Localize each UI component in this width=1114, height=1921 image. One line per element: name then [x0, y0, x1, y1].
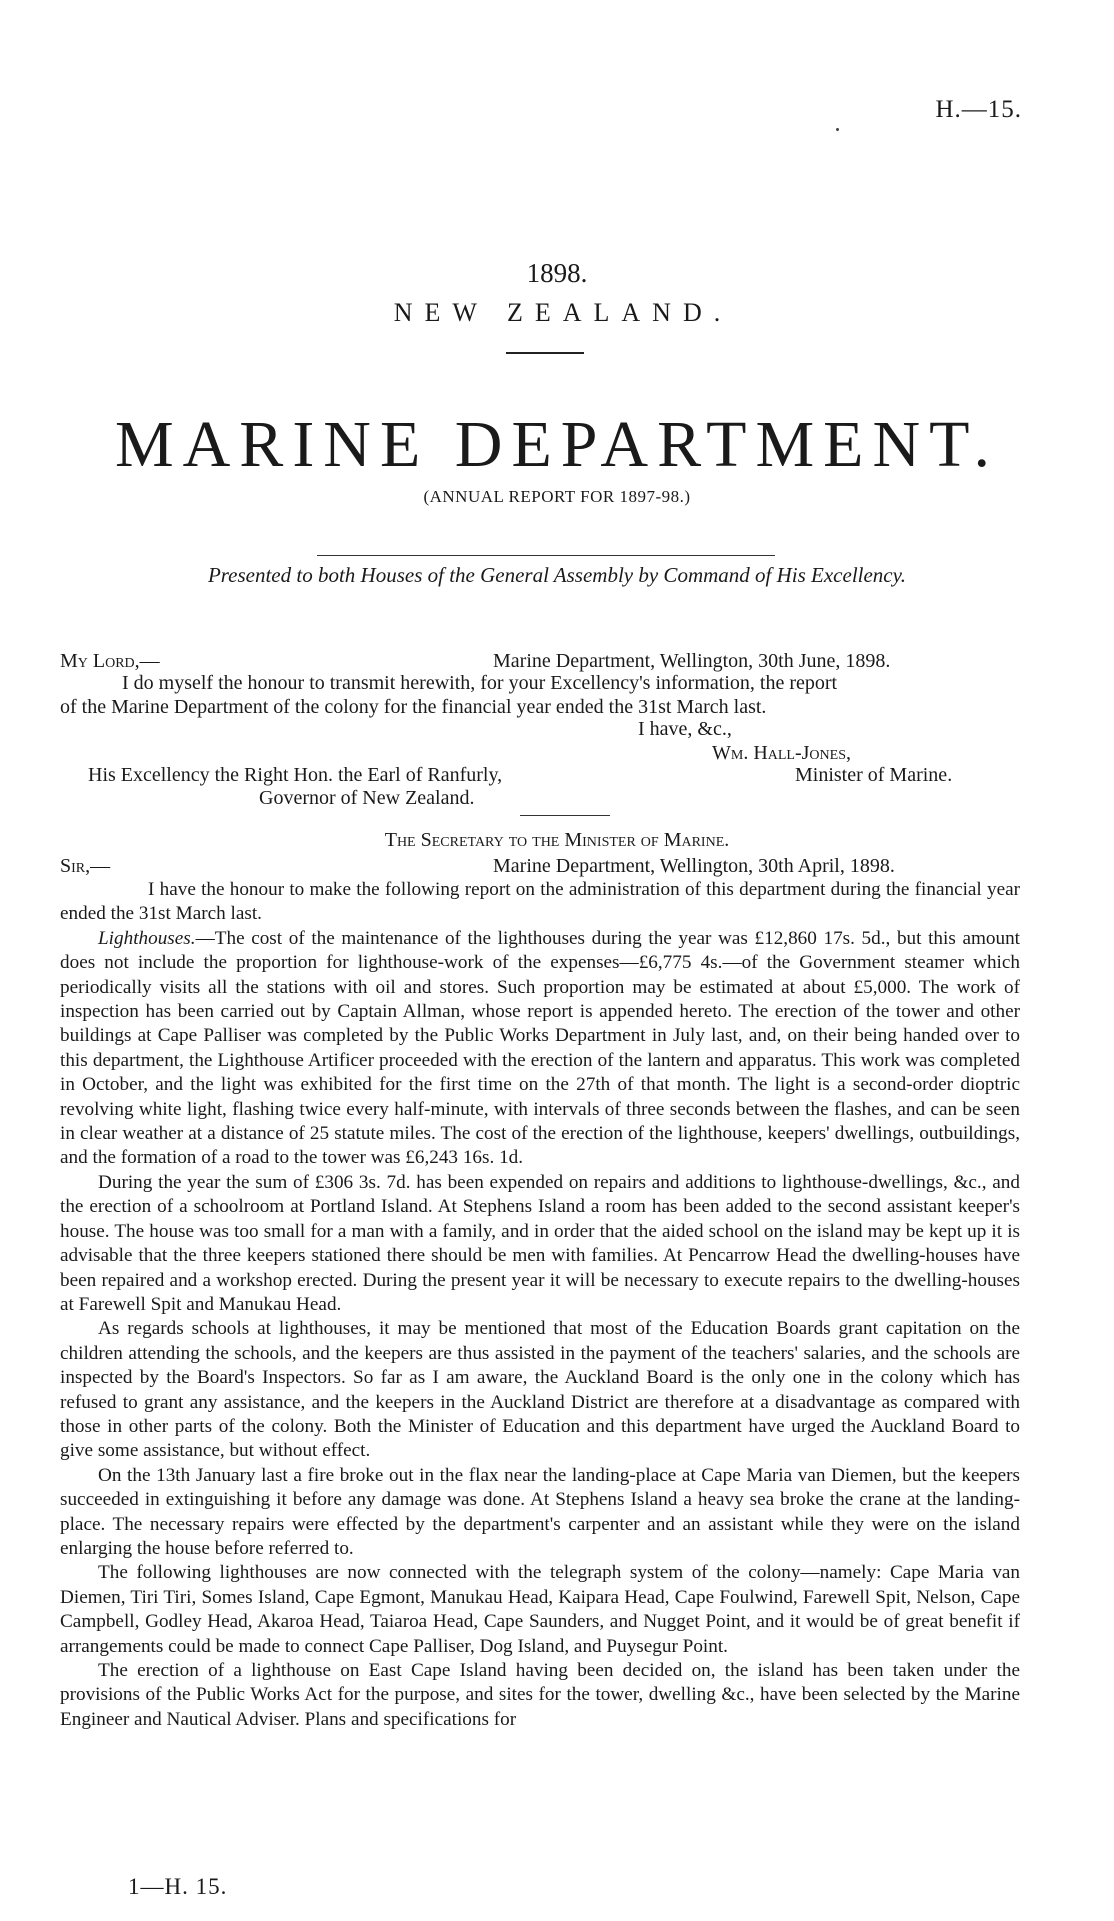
letter2-salutation [60, 854, 110, 878]
lighthouses-text: —The cost of the maintenance of the lighthouses during the year was £12,860 17s. 5d., but this amount does not include the proportion for lighthouse-work of the expenses—£6,775 4s.—of the Government steamer which periodically visits all the stations with oil and stores. Such proportion may be estimated at about £5,000. The work of inspection has been carried out by Captain Allman, whose report is appended hereto. The erection of the tower and other buildings at Cape Palliser was completed by the Public Works Department in July last, and, on their being handed over to this department, the Lighthouse Artificer proceeded with the erection of the lantern and apparatus. This work was completed in October, and the light was exhibited for the first time on the 27th of that month. The light is a second-order dioptric revolving white light, flashing twice every half-minute, with intervals of three seconds between the flashes, and can be seen in clear weather at a distance of 25 statute miles. The cost of the erection of the lighthouse, keepers' dwellings, outbuildings, and the formation of a road to the tower was £6,243 16s. 1d. [60, 927, 1020, 1169]
letter1-recipient-line1: His Excellency the Right Hon. the Earl of Ranfurly, [88, 764, 503, 786]
report-subtitle: (ANNUAL REPORT FOR 1897-98.) [423, 487, 691, 506]
paragraph-east-cape: The erection of a lighthouse on East Cape Island having been decided on, the island has been taken under the provisions of the Public Works Act for the purpose, and sites for the tower, dwelling &c., have been selected by the Marine Engineer and Nautical Adviser. Plans and specifications for [60, 1660, 1020, 1730]
letter1-place-date: Marine Department, Wellington, 30th June, 1898. [493, 650, 891, 672]
page-signature-mark: 1—H. 15. [128, 1874, 228, 1899]
letter1-closing: I have, &c., [638, 718, 732, 740]
letter1-salutation [60, 649, 160, 673]
title-divider [506, 352, 584, 354]
lighthouses-label: Lighthouses. [98, 927, 196, 949]
paragraph-schools: As regards schools at lighthouses, it may be mentioned that most of the Education Boards grant capitation on the children attending the schools, and the keepers are thus assisted in the payment of the teachers' salaries, and the schools are inspected by the Board's Inspectors. So far as I am aware, the Auckland Board is the only one in the colony which has refused to grant any assistance, and the keepers in the Auckland District are therefore at a disadvantage as compared with those in other parts of the colony. Both the Minister of Education and this department have urged the Auckland Board to give some assistance, but without effect. [60, 1318, 1020, 1462]
intro-line1: I have the honour to make the following report on the administration of this department [148, 879, 826, 900]
page-title: MARINE DEPARTMENT. [114, 408, 1000, 481]
letter2-place-date: Marine Department, Wellington, 30th April, 1898. [493, 855, 895, 877]
letter1-signature [712, 741, 851, 765]
letter2-salutation-text: Sir,— [60, 855, 111, 877]
presented-rule [317, 555, 775, 556]
paragraph-fire: On the 13th January last a fire broke out in the flax near the landing-place at Cape Maria van Diemen, but the keepers succeeded in extinguishing it before any damage was done. At Stephens Island a heavy sea broke the crane at the landing-place. The necessary repairs were effected by the department's carpenter and an assistant while they were on the island enlarging the house before referred to. [60, 1464, 1020, 1559]
document-year: 1898. [526, 258, 588, 288]
country-heading: NEW ZEALAND. [393, 298, 733, 327]
letter1-body-line1: I do myself the honour to transmit herewith, for your Excellency's information, the report [122, 672, 838, 694]
paragraph-telegraph: The following lighthouses are now connected with the telegraph system of the colony—namely: Cape Maria van Diemen, Tiri Tiri, Somes Island, Cape Egmont, Manukau Head, Kaipara Head, Cape Foulwind, Farewell Spit, Nelson, Cape Campbell, Godley Head, Akaroa Head, Taiaroa Head, Cape Saunders, and Nugget Point, and it would be of great benefit if arrangements could be made to connect Cape Palliser, Dog Island, and Puysegur Point. [60, 1562, 1020, 1657]
letter2-heading [0, 828, 1114, 852]
print-speck [836, 128, 839, 131]
paragraph-repairs: During the year the sum of £306 3s. 7d. has been expended on repairs and additions to lighthouse-dwellings, &c., and the erection of a schoolroom at Portland Island. At Stephens Island a room has been added to the second assistant keeper's house. The house was too small for a man with a family, and in order that the aided school on the island may be kept up it is advisable that the three keepers stationed there should be men with families. At Pencarrow Head the dwelling-houses have been repaired and a workshop erected. During the present year it will be necessary to execute repairs to the dwelling-houses at Farewell Spit and Manukau Head. [60, 1171, 1020, 1315]
report-body [60, 878, 1020, 1732]
presented-line: Presented to both Houses of the General Assembly by Command of His Excellency. [207, 563, 907, 587]
letter-divider [520, 815, 610, 816]
paragraph-lighthouses [60, 927, 1020, 1171]
letter2-heading-text: The Secretary to the Minister of Marine. [384, 829, 730, 851]
intro-line2: during the financial year ended the 31st March last. [60, 879, 1021, 925]
letter1-recipient-line2: Governor of New Zealand. [259, 787, 475, 809]
report-intro [60, 878, 1020, 927]
letter1-salutation-text: My Lord,— [60, 650, 160, 672]
document-reference: H.—15. [935, 96, 1022, 123]
letter1-signature-text: Wm. Hall-Jones, [712, 742, 851, 764]
letter1-signer-title: Minister of Marine. [795, 764, 953, 786]
letter1-body-line2: of the Marine Department of the colony for the financial year ended the 31st March last. [60, 696, 767, 718]
